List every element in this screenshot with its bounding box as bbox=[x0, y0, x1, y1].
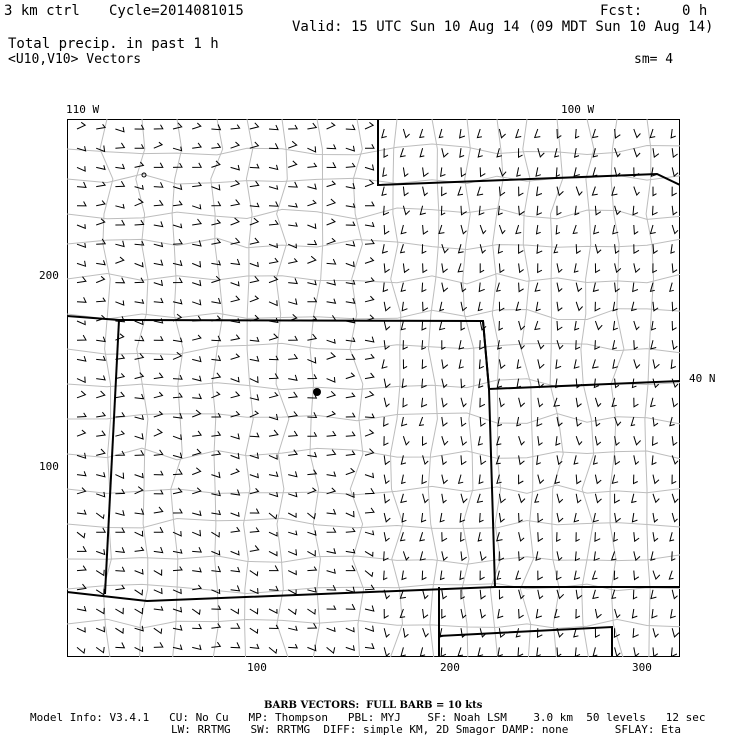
y-tick-200: 200 bbox=[39, 269, 59, 282]
x-tick-200: 200 bbox=[440, 661, 460, 674]
y-tick-100: 100 bbox=[39, 460, 59, 473]
model-info-line-1: Model Info: V3.4.1 CU: No Cu MP: Thompson PBL: MYJ SF: Noah LSM 3.0 km 50 levels 12 sec bbox=[30, 711, 706, 724]
forecast-hour: 0 h bbox=[682, 3, 708, 19]
smoothing-label: sm= 4 bbox=[634, 52, 674, 67]
x-tick-100: 100 bbox=[247, 661, 267, 674]
field-title-vectors: <U10,V10> Vectors bbox=[8, 52, 142, 67]
lon-label-110w: 110 W bbox=[66, 103, 100, 116]
run-name: 3 km ctrl bbox=[4, 3, 80, 19]
lat-label-40n: 40 N bbox=[689, 372, 716, 385]
x-tick-300: 300 bbox=[632, 661, 652, 674]
forecast-label: Fcst: bbox=[600, 3, 643, 19]
model-info-line-2: LW: RRTMG SW: RRTMG DIFF: simple KM, 2D Smagor DAMP: none SFLAY: Eta bbox=[171, 723, 681, 736]
lon-label-100w: 100 W bbox=[561, 103, 595, 116]
station-marker bbox=[313, 388, 321, 396]
field-title-precip: Total precip. in past 1 h bbox=[8, 36, 219, 52]
valid-time: Valid: 15 UTC Sun 10 Aug 14 (09 MDT Sun 10 Aug 14) bbox=[292, 19, 714, 35]
barb-legend: BARB VECTORS: FULL BARB = 10 kts bbox=[264, 700, 483, 711]
cycle-label: Cycle=2014081015 bbox=[109, 3, 244, 19]
wind-barb-map bbox=[67, 119, 680, 657]
